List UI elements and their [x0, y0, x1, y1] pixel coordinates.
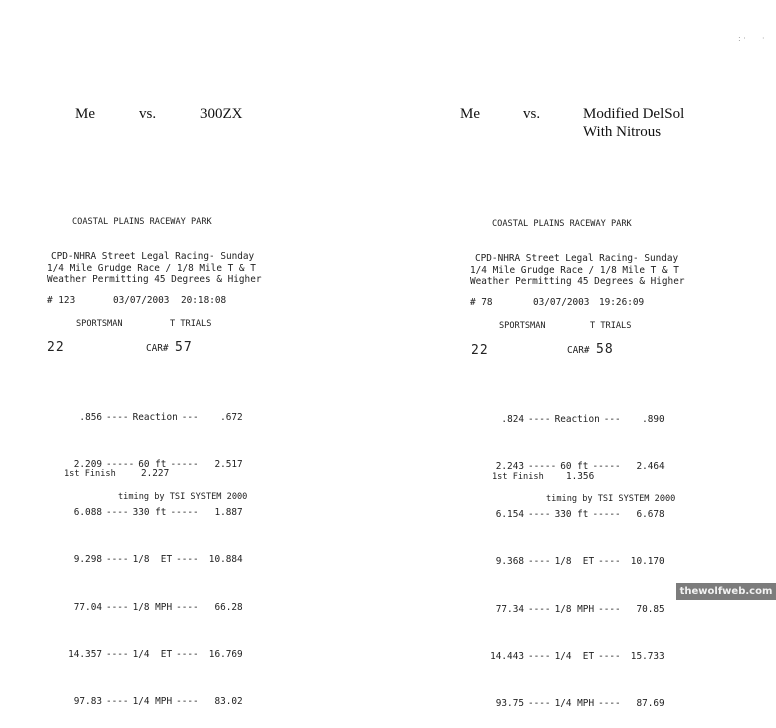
right-lane-number: 22 — [471, 343, 489, 358]
right-event-line-3: Weather Permitting 45 Degrees & Higher — [470, 276, 685, 287]
table-row: .824 ---- Reaction --- .890 — [501, 414, 665, 425]
table-row: .856 ---- Reaction --- .672 — [79, 412, 243, 423]
right-event-line-1: CPD-NHRA Street Legal Racing- Sunday — [475, 253, 679, 264]
left-me-label: Me — [75, 106, 95, 122]
scan-speck: · — [762, 34, 765, 43]
left-track-name: COASTAL PLAINS RACEWAY PARK — [72, 217, 212, 227]
table-row: 2.243 ----- 60 ft ----- 2.464 — [495, 461, 665, 473]
table-row: 9.368 ---- 1/8 ET ---- 10.170 — [495, 556, 665, 568]
watermark-badge: thewolfweb.com — [676, 583, 776, 600]
right-car-label: CAR# — [567, 345, 590, 356]
right-finish-label: 1st Finish — [492, 472, 544, 482]
left-ticket-time: 20:18:08 — [181, 295, 227, 306]
left-event-line-3: Weather Permitting 45 Degrees & Higher — [47, 274, 262, 285]
left-lane-number: 22 — [47, 340, 65, 355]
right-opponent-label: Modified DelSol — [583, 106, 685, 122]
left-finish-value: 2.227 — [141, 468, 170, 479]
left-event-line-2: 1/4 Mile Grudge Race / 1/8 Mile T & T — [47, 263, 256, 274]
left-ticket-date: 03/07/2003 — [113, 295, 170, 306]
right-class-label: SPORTSMAN — [499, 321, 546, 331]
table-row: 14.443 ---- 1/4 ET ---- 15.733 — [490, 650, 665, 662]
table-row: 77.04 ---- 1/8 MPH ---- 66.28 — [73, 601, 243, 613]
right-timeslip-table — [476, 378, 665, 728]
table-row: 77.34 ---- 1/8 MPH ---- 70.85 — [495, 603, 665, 615]
table-row: 93.75 ---- 1/4 MPH ---- 87.69 — [495, 698, 665, 710]
left-class-label: SPORTSMAN — [76, 319, 123, 329]
right-trials-label: T TRIALS — [590, 321, 632, 331]
left-car-label: CAR# — [146, 343, 169, 354]
right-track-name: COASTAL PLAINS RACEWAY PARK — [492, 219, 632, 229]
table-row: 6.154 ---- 330 ft ----- 6.678 — [495, 508, 665, 520]
right-me-label: Me — [460, 106, 480, 122]
left-vs-label: vs. — [139, 106, 157, 122]
right-opponent-detail: With Nitrous — [583, 124, 662, 140]
left-finish-label: 1st Finish — [64, 469, 116, 479]
left-timing-credit: timing by TSI SYSTEM 2000 — [118, 492, 248, 502]
right-event-line-2: 1/4 Mile Grudge Race / 1/8 Mile T & T — [470, 265, 679, 276]
left-trials-label: T TRIALS — [170, 319, 212, 329]
table-row: 6.088 ---- 330 ft ----- 1.887 — [73, 506, 243, 518]
left-car-number: 57 — [175, 340, 193, 355]
left-ticket-number: # 123 — [47, 295, 76, 306]
left-event-line-1: CPD-NHRA Street Legal Racing- Sunday — [51, 251, 255, 262]
right-ticket-time: 19:26:09 — [599, 297, 645, 308]
left-timeslip-table — [54, 376, 243, 726]
table-row: 97.83 ---- 1/4 MPH ---- 83.02 — [73, 696, 243, 708]
right-vs-label: vs. — [523, 106, 541, 122]
right-ticket-date: 03/07/2003 — [533, 297, 590, 308]
table-row: 14.357 ---- 1/4 ET ---- 16.769 — [68, 648, 243, 660]
right-finish-value: 1.356 — [566, 471, 595, 482]
right-timing-credit: timing by TSI SYSTEM 2000 — [546, 494, 676, 504]
right-ticket-number: # 78 — [470, 297, 493, 308]
table-row: 2.209 ----- 60 ft ----- 2.517 — [73, 459, 243, 471]
table-row: 9.298 ---- 1/8 ET ---- 10.884 — [73, 554, 243, 566]
scan-speck: : · — [738, 34, 746, 43]
right-car-number: 58 — [596, 342, 614, 357]
left-opponent-label: 300ZX — [200, 106, 243, 122]
